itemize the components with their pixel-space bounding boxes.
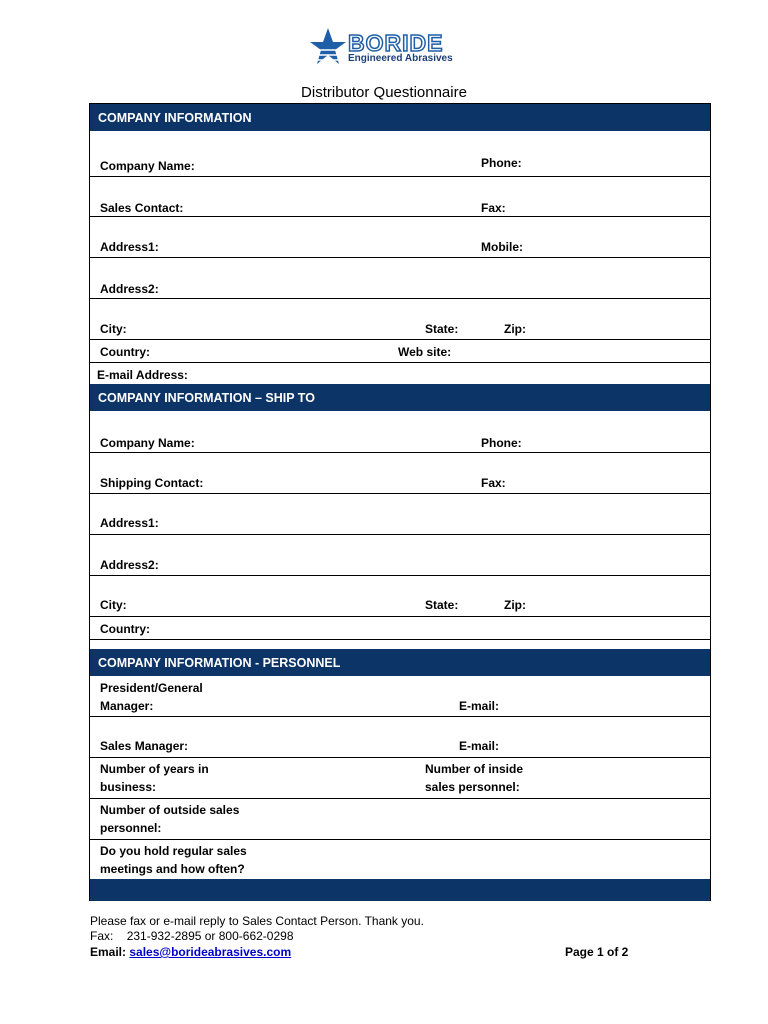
- outside-sales-label: [100, 801, 239, 837]
- mobile-label: Mobile:: [481, 240, 523, 254]
- ship-zip-label: Zip:: [504, 598, 526, 612]
- fax-label: Fax:: [481, 201, 506, 215]
- row-divider: [90, 575, 710, 576]
- footer-fax: [90, 929, 294, 943]
- ship-company-name-label: Company Name:: [100, 436, 195, 450]
- outside-label-line1: Number of outside sales: [100, 803, 240, 817]
- company-name-label: Company Name:: [100, 159, 195, 173]
- sales-meetings-label: [100, 842, 247, 878]
- star-logo-icon: [308, 26, 348, 68]
- president-label-line2: Manager:: [100, 699, 154, 713]
- questionnaire-form: [89, 103, 711, 901]
- row-divider: [90, 534, 710, 535]
- logo-tagline: Engineered Abrasives: [348, 53, 453, 64]
- president-email-label: E-mail:: [459, 699, 500, 713]
- state-label: State:: [425, 322, 459, 336]
- email-address-label: E-mail Address:: [97, 368, 188, 382]
- footer-email-label: Email:: [90, 945, 127, 959]
- row-divider: [90, 716, 710, 717]
- address1-label: Address1:: [100, 240, 159, 254]
- row-divider: [90, 839, 710, 840]
- sales-email-link[interactable]: sales@borideabrasives.com: [129, 945, 292, 959]
- row-divider: [90, 452, 710, 453]
- city-label: City:: [100, 322, 127, 336]
- section-header-ship-to: COMPANY INFORMATION – SHIP TO: [90, 384, 710, 411]
- logo-brand: BORIDE: [348, 30, 444, 56]
- row-divider: [90, 798, 710, 799]
- president-label: [100, 679, 203, 715]
- address2-label: Address2:: [100, 282, 159, 296]
- shipping-contact-label: Shipping Contact:: [100, 476, 204, 490]
- sales-contact-label: Sales Contact:: [100, 201, 184, 215]
- years-label-line1: Number of years in: [100, 762, 209, 776]
- row-divider: [90, 298, 710, 299]
- inside-sales-label: [425, 760, 523, 796]
- document-title: Distributor Questionnaire: [301, 84, 467, 101]
- outside-label-line2: personnel:: [100, 821, 162, 835]
- ship-country-label: Country:: [100, 622, 150, 636]
- footer-email: [90, 945, 291, 959]
- row-divider: [90, 257, 710, 258]
- years-label-line2: business:: [100, 780, 157, 794]
- footer-note: Please fax or e-mail reply to Sales Contact Person. Thank you.: [90, 914, 424, 928]
- years-in-business-label: [100, 760, 209, 796]
- sales-manager-email-label: E-mail:: [459, 739, 500, 753]
- ship-fax-label: Fax:: [481, 476, 506, 490]
- row-divider: [90, 339, 710, 340]
- row-divider: [90, 757, 710, 758]
- zip-label: Zip:: [504, 322, 526, 336]
- inside-label-line1: Number of inside: [425, 762, 524, 776]
- sales-manager-label: Sales Manager:: [100, 739, 189, 753]
- phone-label: Phone:: [481, 156, 522, 170]
- ship-address1-label: Address1:: [100, 516, 159, 530]
- inside-label-line2: sales personnel:: [425, 780, 520, 794]
- page-number: Page 1 of 2: [565, 945, 629, 959]
- section-header-company-information: COMPANY INFORMATION: [90, 104, 710, 131]
- row-divider: [90, 639, 710, 640]
- meetings-label-line1: Do you hold regular sales: [100, 844, 247, 858]
- president-label-line1: President/General: [100, 681, 203, 695]
- row-divider: [90, 362, 710, 363]
- meetings-label-line2: meetings and how often?: [100, 862, 245, 876]
- country-label: Country:: [100, 345, 150, 359]
- footer-fax-numbers: 231-932-2895 or 800-662-0298: [126, 929, 294, 943]
- boride-logo: [308, 26, 464, 68]
- section-header-personnel: COMPANY INFORMATION - PERSONNEL: [90, 649, 710, 676]
- row-divider: [90, 616, 710, 617]
- footer-fax-label: Fax:: [90, 929, 114, 943]
- ship-phone-label: Phone:: [481, 436, 522, 450]
- ship-state-label: State:: [425, 598, 459, 612]
- row-divider: [90, 176, 710, 177]
- form-footer-band: [90, 879, 710, 901]
- website-label: Web site:: [398, 345, 452, 359]
- row-divider: [90, 493, 710, 494]
- ship-address2-label: Address2:: [100, 558, 159, 572]
- ship-city-label: City:: [100, 598, 127, 612]
